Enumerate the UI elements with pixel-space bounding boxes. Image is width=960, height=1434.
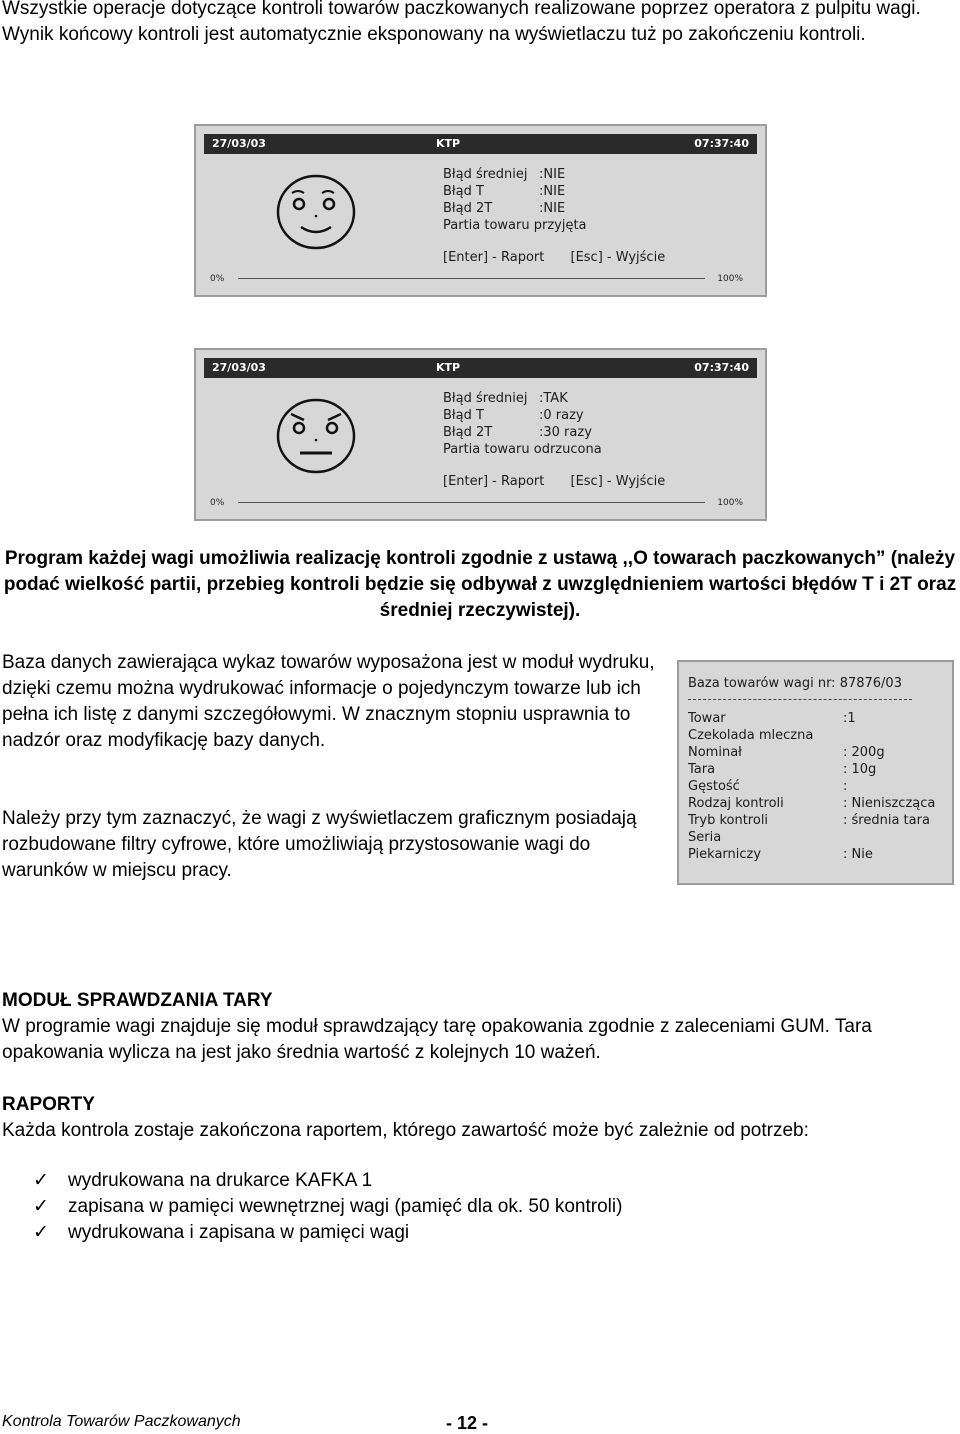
report-options-list (33, 1168, 622, 1246)
batch-result: Partia towaru przyjęta (443, 218, 587, 233)
divider (688, 699, 912, 700)
db-field-value: : 200g (843, 745, 885, 760)
db-field-value: : Nie (843, 847, 873, 862)
error-t-value: :NIE (539, 184, 566, 199)
list-item-label: wydrukowana i zapisana w pamięci wagi (68, 1222, 410, 1243)
checkmark-icon: ✓ (33, 1170, 49, 1191)
tare-paragraph: W programie wagi znajduje się moduł sprawdzający tarę opakowania zgodnie z zaleceniami GUM. Tara opakowania wylicza na jest jako średnia wartość z kolejnych 10 ważeń. (2, 1016, 872, 1063)
db-field-label: Tryb kontroli (688, 813, 769, 828)
db-field-value: : 10g (843, 762, 877, 777)
error-t-label: Błąd T (443, 408, 484, 423)
db-field-label: Gęstość (688, 779, 740, 794)
screen-keys (443, 250, 687, 265)
footer-title: Kontrola Towarów Paczkowanych (2, 1413, 241, 1430)
screen-mode: KTP (436, 137, 461, 150)
reports-heading: RAPORTY (2, 1094, 95, 1115)
db-field-label: Towar (688, 711, 726, 726)
angry-face-icon (274, 396, 358, 476)
list-item-label: wydrukowana na drukarce KAFKA 1 (68, 1170, 373, 1191)
error-2t-value: :NIE (539, 201, 566, 216)
db-field-label: Tara (688, 762, 716, 777)
checkmark-icon: ✓ (33, 1196, 49, 1217)
db-field-value: :1 (843, 711, 856, 726)
page-number: - 12 - (446, 1413, 489, 1433)
progress-start-label: 0% (210, 498, 225, 508)
screen-status-bar (204, 134, 757, 154)
list-item (33, 1220, 622, 1246)
error-t-value: :0 razy (539, 408, 584, 423)
error-mean-value: :TAK (539, 391, 568, 406)
screen-date: 27/03/03 (212, 361, 266, 374)
enter-report-key[interactable]: [Enter] - Raport (443, 250, 545, 265)
progress-bar (238, 502, 705, 503)
list-item (33, 1194, 622, 1220)
error-2t-label: Błąd 2T (443, 425, 493, 440)
tare-heading: MODUŁ SPRAWDZANIA TARY (2, 990, 273, 1011)
enter-report-key[interactable]: [Enter] - Raport (443, 474, 545, 489)
database-title: Baza towarów wagi nr: 87876/03 (688, 676, 902, 691)
scale-screen-accepted (194, 124, 767, 297)
list-item-label: zapisana w pamięci wewnętrznej wagi (pamięć dla ok. 50 kontroli) (68, 1196, 623, 1217)
screen-results (443, 166, 587, 234)
esc-exit-key[interactable]: [Esc] - Wyjście (570, 474, 666, 489)
product-database-panel (677, 660, 954, 885)
intro-paragraph: Wszystkie operacje dotyczące kontroli towarów paczkowanych realizowane poprzez operatora z pulpitu wagi. Wynik końcowy kontroli jest automatycznie eksponowany na wyświetlaczu tuż po zakończeniu kontroli. (2, 0, 921, 45)
screen-time: 07:37:40 (694, 137, 749, 150)
error-t-label: Błąd T (443, 184, 484, 199)
progress-bar (238, 278, 705, 279)
database-paragraph: Baza danych zawierająca wykaz towarów wyposażona jest w moduł wydruku, dzięki czemu można wydrukować informacje o pojedynczym towarze lub ich pełna ich listę z danymi szczegółowymi. W znacznym stopniu usprawnia to nadzór oraz modyfikację bazy danych. (2, 652, 655, 751)
error-mean-label: Błąd średniej (443, 391, 528, 406)
screen-date: 27/03/03 (212, 137, 266, 150)
error-2t-value: :30 razy (539, 425, 592, 440)
db-field-label: Czekolada mleczna (688, 728, 814, 743)
checkmark-icon: ✓ (33, 1222, 49, 1243)
screen-time: 07:37:40 (694, 361, 749, 374)
db-field-value: : Nieniszcząca (843, 796, 936, 811)
error-mean-label: Błąd średniej (443, 167, 528, 182)
reports-paragraph: Każda kontrola zostaje zakończona raportem, którego zawartość może być zależnie od potrzeb: (2, 1120, 809, 1141)
filters-paragraph: Należy przy tym zaznaczyć, że wagi z wyświetlaczem graficznym posiadają rozbudowane filtry cyfrowe, które umożliwiają przystosowanie wagi do warunków w miejscu pracy. (2, 808, 637, 881)
db-field-label: Rodzaj kontroli (688, 796, 784, 811)
db-field-value: : (843, 779, 848, 794)
db-field-label: Nominał (688, 745, 742, 760)
screen-keys (443, 474, 687, 489)
progress-end-label: 100% (717, 274, 743, 284)
esc-exit-key[interactable]: [Esc] - Wyjście (570, 250, 666, 265)
screen-results (443, 390, 602, 458)
list-item (33, 1168, 622, 1194)
error-mean-value: :NIE (539, 167, 566, 182)
screen-mode: KTP (436, 361, 461, 374)
db-field-value: : średnia tara (843, 813, 930, 828)
happy-face-icon (274, 172, 358, 252)
progress-end-label: 100% (717, 498, 743, 508)
db-field-label: Seria (688, 830, 722, 845)
error-2t-label: Błąd 2T (443, 201, 493, 216)
screen-status-bar (204, 358, 757, 378)
database-rows (688, 710, 935, 863)
program-note: Program każdej wagi umożliwia realizację kontroli zgodnie z ustawą ,,O towarach paczkowanych” (należy podać wielkość partii, przebieg kontroli będzie się odbywał z uwzględnieniem wartości błędów T i 2T oraz średniej rzeczywistej). (3, 548, 957, 621)
db-field-label: Piekarniczy (688, 847, 762, 862)
scale-screen-rejected (194, 348, 767, 521)
batch-result: Partia towaru odrzucona (443, 442, 602, 457)
progress-start-label: 0% (210, 274, 225, 284)
